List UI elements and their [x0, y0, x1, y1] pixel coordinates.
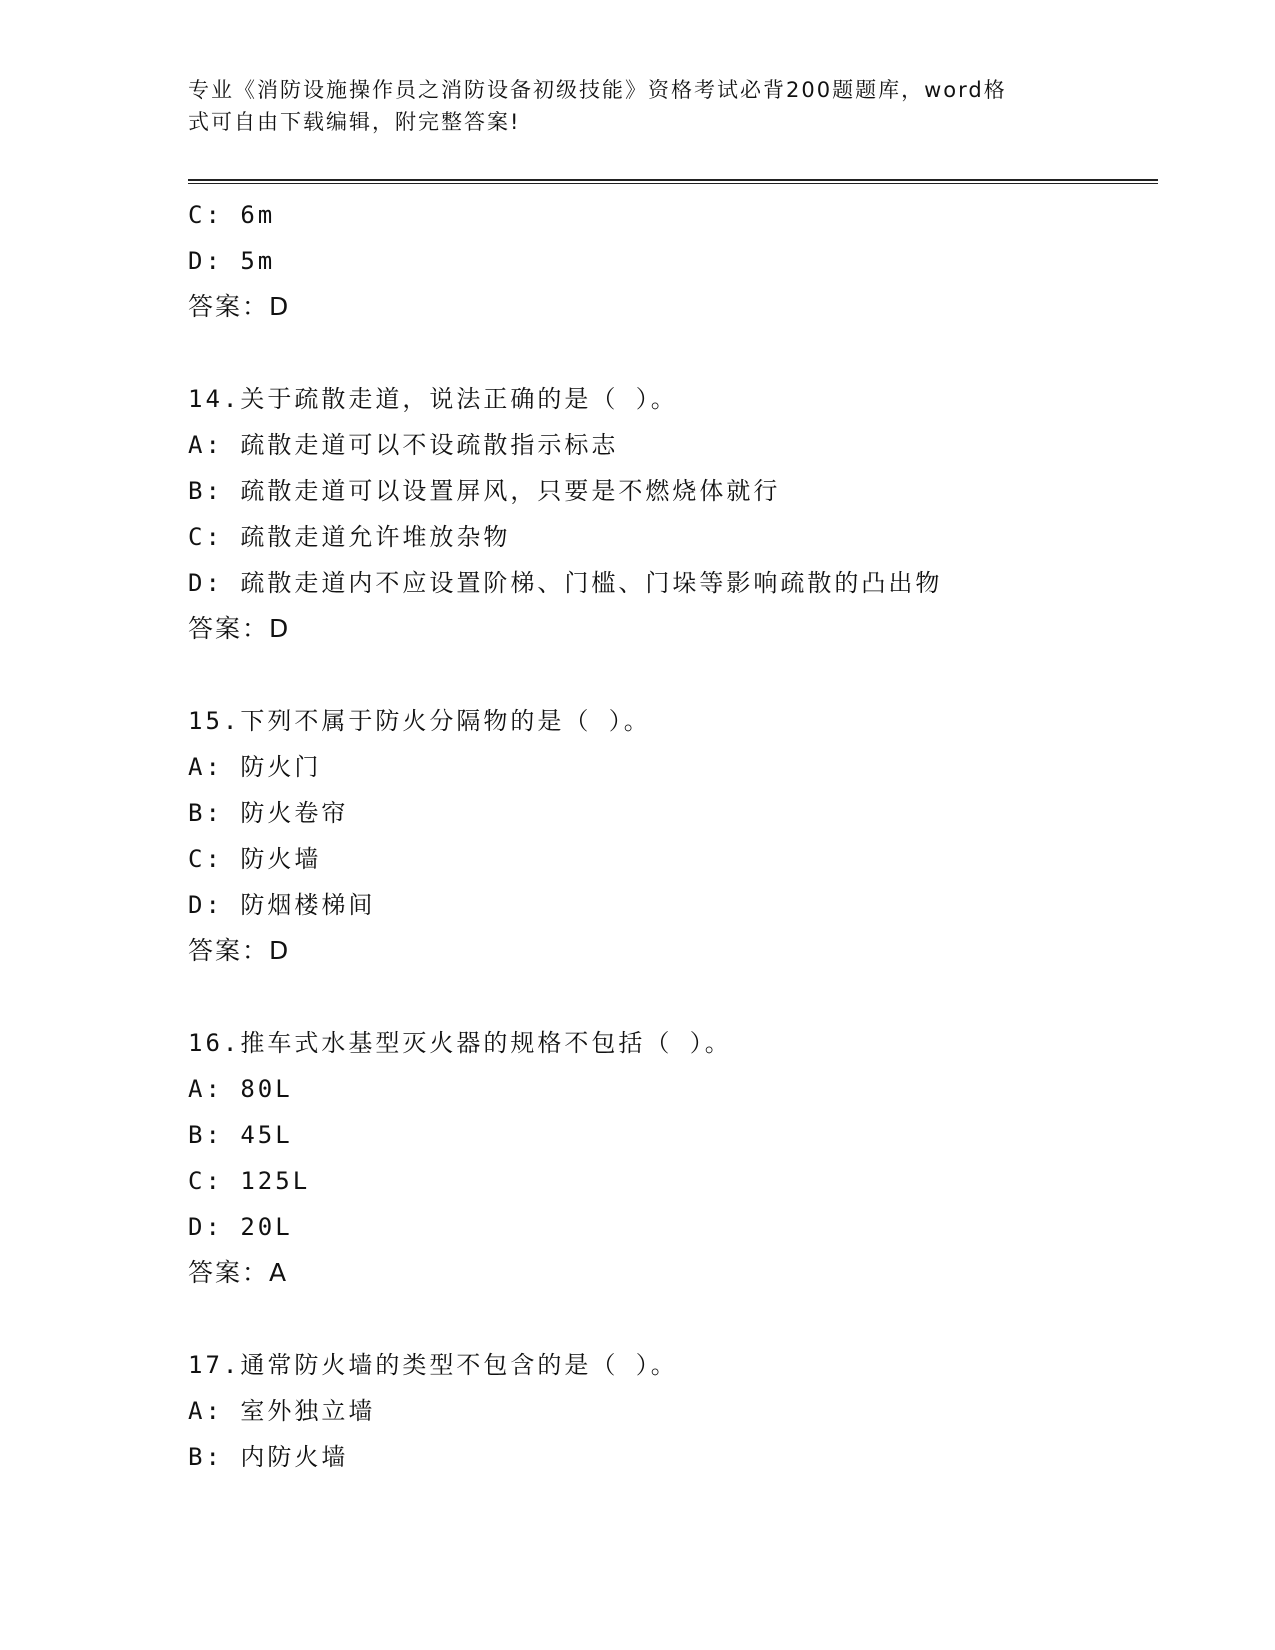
- question-stem: 17.通常防火墙的类型不包含的是（ ）。: [188, 1351, 678, 1379]
- option-d: D: 防烟楼梯间: [188, 891, 376, 919]
- option-b: B: 疏散走道可以设置屏风，只要是不燃烧体就行: [188, 477, 781, 505]
- option-c: C: 防火墙: [188, 845, 322, 873]
- option-c: C: 疏散走道允许堆放杂物: [188, 523, 511, 551]
- option-a: A: 疏散走道可以不设疏散指示标志: [188, 431, 619, 459]
- option-d: D: 5m: [188, 247, 276, 275]
- header-divider-top: [188, 179, 1158, 181]
- option-b: B: 45L: [188, 1121, 293, 1149]
- header-line-1: 专业《消防设施操作员之消防设备初级技能》资格考试必背200题题库，word格: [188, 78, 1007, 102]
- answer: 答案：D: [188, 614, 291, 643]
- option-c: C: 125L: [188, 1167, 311, 1195]
- answer: 答案：A: [188, 1258, 289, 1287]
- document-header: [188, 74, 1068, 138]
- header-line-2: 式可自由下载编辑，附完整答案!: [188, 110, 521, 134]
- question-stem: 16.推车式水基型灭火器的规格不包括（ ）。: [188, 1029, 732, 1057]
- option-a: A: 80L: [188, 1075, 293, 1103]
- question-17: [188, 1342, 1188, 1480]
- answer: 答案：D: [188, 936, 291, 965]
- question-stem: 14.关于疏散走道，说法正确的是（ ）。: [188, 385, 678, 413]
- question-14: [188, 376, 1188, 652]
- question-list: [188, 192, 1188, 1480]
- question-16: [188, 1020, 1188, 1296]
- option-a: A: 室外独立墙: [188, 1397, 376, 1425]
- option-b: B: 防火卷帘: [188, 799, 349, 827]
- option-a: A: 防火门: [188, 753, 322, 781]
- option-d: D: 20L: [188, 1213, 293, 1241]
- question-stem: 15.下列不属于防火分隔物的是（ ）。: [188, 707, 651, 735]
- option-c: C: 6m: [188, 201, 276, 229]
- option-d: D: 疏散走道内不应设置阶梯、门槛、门垛等影响疏散的凸出物: [188, 569, 943, 597]
- header-divider-bottom: [188, 183, 1158, 184]
- answer: 答案：D: [188, 292, 291, 321]
- question-15: [188, 698, 1188, 974]
- option-b: B: 内防火墙: [188, 1443, 349, 1471]
